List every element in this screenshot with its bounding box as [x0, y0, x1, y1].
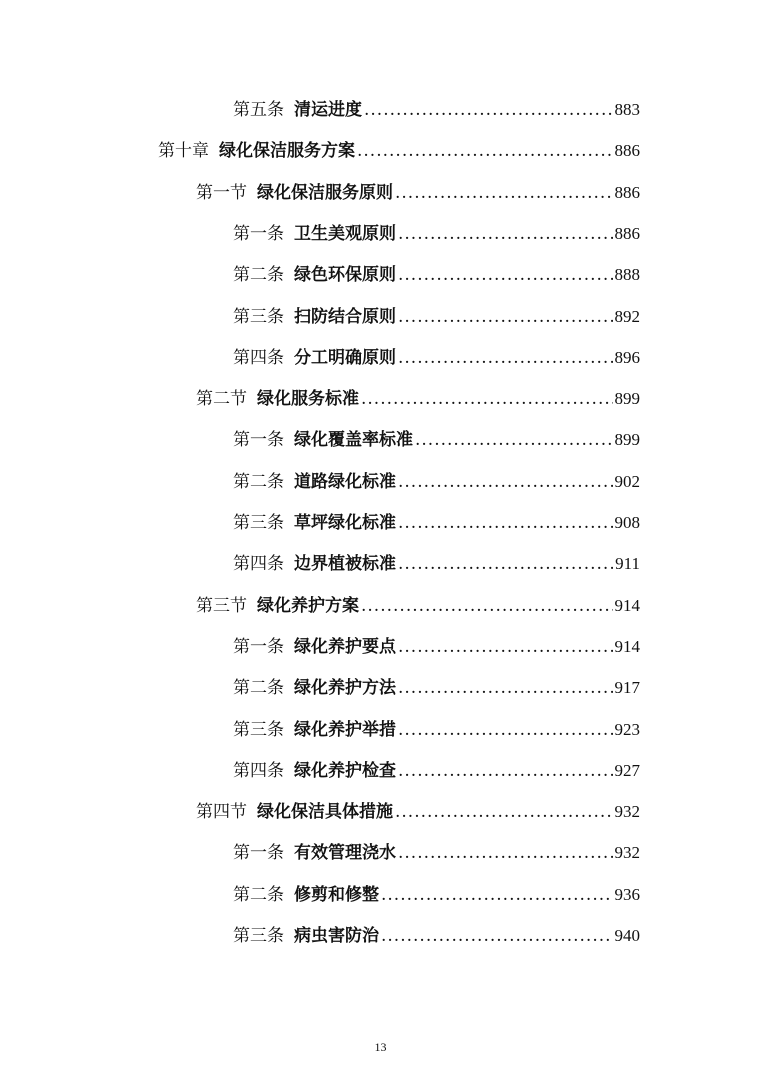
toc-entry-line — [233, 633, 640, 661]
toc-entry-title: 绿化保洁服务原则 — [257, 182, 393, 203]
toc-entry-number: 第一条 — [233, 843, 284, 864]
toc-entry[interactable] — [0, 344, 761, 372]
toc-entry-page: 888 — [614, 265, 640, 285]
toc-entry-line — [233, 261, 640, 289]
toc-entry-line — [233, 509, 640, 537]
toc-entry-line — [233, 468, 640, 496]
toc-entry-number: 第四节 — [196, 802, 247, 823]
toc-entry-title: 清运进度 — [294, 100, 362, 120]
toc-entry-title: 草坪绿化标准 — [294, 513, 396, 533]
toc-entry-line — [196, 592, 640, 620]
toc-entry[interactable] — [0, 96, 761, 124]
toc-entry-page: 923 — [614, 719, 640, 739]
dot-leader — [398, 716, 613, 744]
toc-entry-title: 病虫害防治 — [294, 926, 379, 946]
toc-entry-number: 第二节 — [196, 389, 247, 410]
toc-entry-title: 绿化养护举措 — [294, 719, 396, 740]
toc-entry-page: 908 — [614, 513, 640, 532]
toc-entry-number: 第三条 — [233, 719, 284, 740]
dot-leader — [398, 261, 613, 289]
toc-entry-page: 902 — [614, 471, 640, 491]
toc-entry-number: 第五条 — [233, 100, 284, 120]
toc-entry-title: 绿色环保原则 — [294, 265, 396, 286]
toc-entry-title: 绿化服务标准 — [257, 389, 359, 410]
toc-entry[interactable] — [0, 550, 761, 578]
dot-leader — [398, 220, 613, 248]
toc-entry-line — [233, 674, 640, 702]
toc-entry-line — [233, 922, 640, 950]
toc-entry-line — [233, 881, 640, 909]
dot-leader — [398, 839, 613, 867]
toc-entry-page: 940 — [614, 926, 640, 945]
toc-entry-number: 第二条 — [233, 884, 284, 905]
toc-entry-page: 932 — [614, 843, 640, 863]
toc-entry-number: 第四条 — [233, 347, 284, 368]
toc-entry-line — [196, 179, 640, 207]
toc-entry-title: 绿化养护检查 — [294, 760, 396, 781]
dot-leader — [395, 798, 613, 826]
toc-entry-page: 896 — [614, 347, 640, 367]
toc-entry[interactable] — [0, 220, 761, 248]
toc-entry[interactable] — [0, 798, 761, 826]
toc-entry-line — [233, 96, 640, 124]
toc-entry-line — [233, 426, 640, 454]
toc-entry-number: 第十章 — [158, 141, 209, 162]
toc-entry-number: 第三条 — [233, 926, 284, 946]
toc-entry-line — [233, 220, 640, 248]
toc-entry-number: 第三节 — [196, 595, 247, 616]
toc-entry-number: 第一节 — [196, 182, 247, 203]
toc-entry-number: 第一条 — [233, 636, 284, 657]
dot-leader — [398, 344, 613, 372]
toc-entry-title: 绿化养护方法 — [294, 678, 396, 699]
toc-entry-line — [158, 137, 640, 165]
toc-entry-page: 886 — [614, 141, 640, 161]
toc-entry[interactable] — [0, 137, 761, 165]
dot-leader — [398, 468, 613, 496]
toc-entry-title: 修剪和修整 — [294, 884, 379, 905]
dot-leader — [398, 633, 613, 661]
toc-entry-page: 927 — [614, 760, 640, 780]
toc-entry-title: 绿化养护要点 — [294, 636, 396, 657]
toc-entry-number: 第二条 — [233, 678, 284, 699]
toc-entry-page: 899 — [614, 430, 640, 450]
dot-leader — [398, 674, 613, 702]
toc-entry-page: 914 — [614, 595, 640, 615]
toc-entry[interactable] — [0, 592, 761, 620]
page-number: 13 — [374, 1040, 387, 1054]
toc-entry-line — [196, 798, 640, 826]
toc-entry[interactable] — [0, 757, 761, 785]
dot-leader — [357, 137, 613, 165]
toc-entry-page: 911 — [615, 554, 640, 574]
dot-leader — [381, 881, 613, 909]
toc-entry-line — [233, 839, 640, 867]
toc-entry-line — [196, 385, 640, 413]
dot-leader — [395, 179, 613, 207]
toc-entry-title: 绿化养护方案 — [257, 595, 359, 616]
dot-leader — [398, 303, 613, 331]
toc-entry[interactable] — [0, 385, 761, 413]
toc-entry-number: 第二条 — [233, 471, 284, 492]
toc-entry-line — [233, 344, 640, 372]
dot-leader — [361, 592, 613, 620]
toc-entry-title: 有效管理浇水 — [294, 843, 396, 864]
toc-entry-number: 第一条 — [233, 223, 284, 244]
toc-entry-page: 899 — [614, 389, 640, 409]
toc-entry-title: 卫生美观原则 — [294, 223, 396, 244]
toc-entry[interactable] — [0, 468, 761, 496]
toc-entry-line — [233, 303, 640, 331]
toc-entry-title: 边界植被标准 — [294, 554, 396, 575]
dot-leader — [381, 922, 613, 950]
toc-entry-page: 886 — [614, 223, 640, 243]
toc-entry-page: 883 — [614, 100, 640, 119]
toc-entry[interactable] — [0, 716, 761, 744]
toc-entry[interactable] — [0, 633, 761, 661]
toc-entry[interactable] — [0, 881, 761, 909]
toc-entry-number: 第三条 — [233, 306, 284, 327]
toc-entry-title: 分工明确原则 — [294, 347, 396, 368]
toc-entry-title: 绿化覆盖率标准 — [294, 430, 413, 451]
toc-entry-title: 道路绿化标准 — [294, 471, 396, 492]
toc-entry-line — [233, 550, 640, 578]
toc-entry-page: 936 — [614, 884, 640, 904]
toc-entry-page: 892 — [614, 306, 640, 326]
toc-entry[interactable] — [0, 922, 761, 950]
toc-entry-page: 917 — [614, 678, 640, 698]
toc-entry[interactable] — [0, 303, 761, 331]
dot-leader — [361, 385, 613, 413]
dot-leader — [415, 426, 613, 454]
toc-entry[interactable] — [0, 261, 761, 289]
toc-entry-line — [233, 757, 640, 785]
toc-entry-page: 932 — [614, 802, 640, 822]
toc-entry-number: 第四条 — [233, 760, 284, 781]
toc-entry[interactable] — [0, 179, 761, 207]
toc-entry-number: 第一条 — [233, 430, 284, 451]
dot-leader — [398, 550, 613, 578]
toc-entry[interactable] — [0, 509, 761, 537]
toc-entry[interactable] — [0, 839, 761, 867]
toc-entry-number: 第二条 — [233, 265, 284, 286]
toc-entry-title: 绿化保洁具体措施 — [257, 802, 393, 823]
toc-entry-number: 第三条 — [233, 513, 284, 533]
toc-entry-title: 绿化保洁服务方案 — [219, 141, 355, 162]
dot-leader — [398, 757, 613, 785]
dot-leader — [364, 96, 613, 124]
toc-entry-page: 914 — [614, 636, 640, 656]
toc-entry-page: 886 — [614, 182, 640, 202]
toc-entry-line — [233, 716, 640, 744]
toc-entry[interactable] — [0, 426, 761, 454]
toc-entry[interactable] — [0, 674, 761, 702]
dot-leader — [398, 509, 613, 537]
toc-entry-number: 第四条 — [233, 554, 284, 575]
toc-entry-title: 扫防结合原则 — [294, 306, 396, 327]
